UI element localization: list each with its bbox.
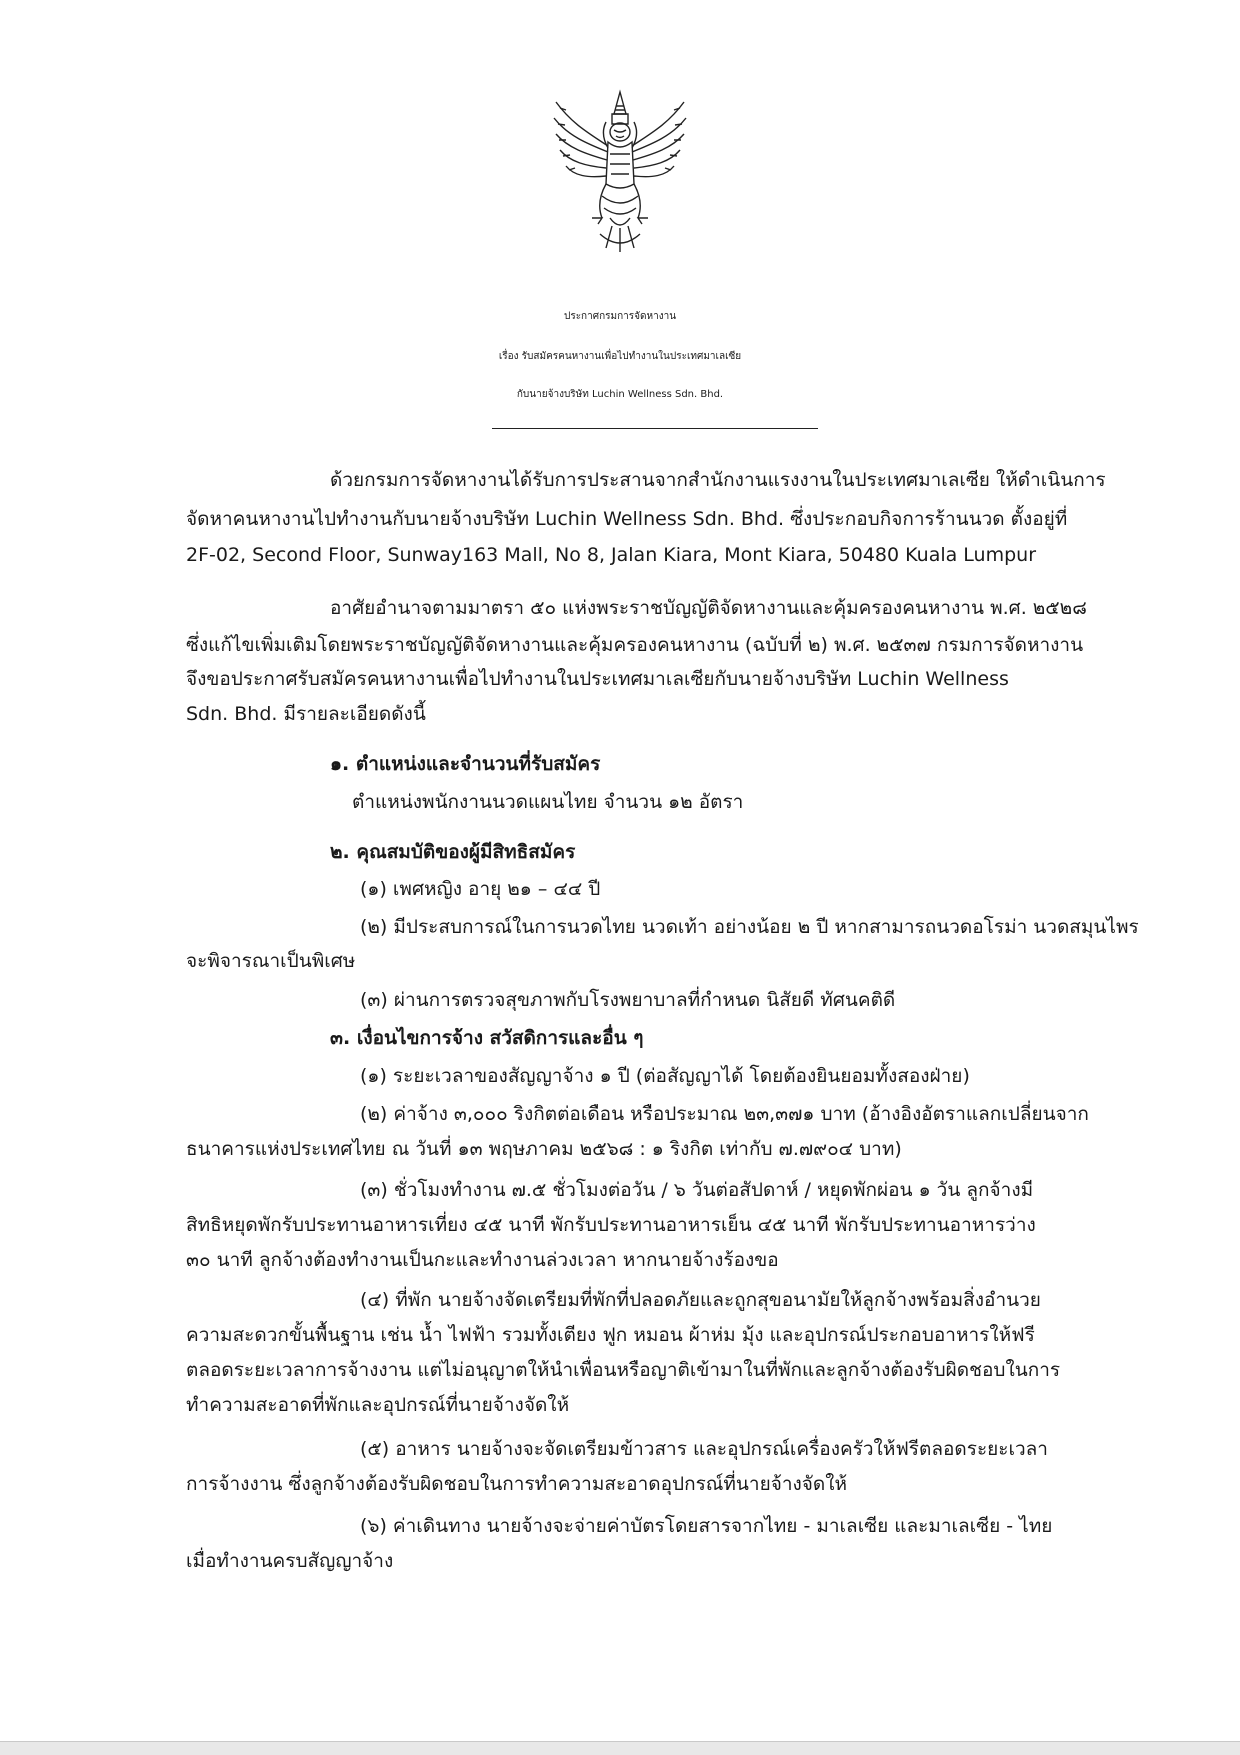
section-1-body: ตำแหน่งพนักงานนวดแผนไทย จำนวน ๑๒ อัตรา: [352, 791, 744, 813]
section-3-item: ธนาคารแห่งประเทศไทย ณ วันที่ ๑๓ พฤษภาคม ๒๕๖๘ : ๑ ริงกิต เท่ากับ ๗.๗๙๐๔ บาท): [186, 1138, 902, 1160]
section-3-item: การจ้างงาน ซึ่งลูกจ้างต้องรับผิดชอบในการทำความสะอาดอุปกรณ์ที่นายจ้างจัดให้: [186, 1473, 848, 1495]
authority-line: Sdn. Bhd. มีรายละเอียดดังนี้: [186, 703, 426, 725]
header-agency: ประกาศกรมการจัดหางาน: [563, 311, 677, 322]
authority-line: อาศัยอำนาจตามมาตรา ๕๐ แห่งพระราชบัญญัติจัดหางานและคุ้มครองคนหางาน พ.ศ. ๒๕๒๘: [330, 597, 1087, 619]
section-3-item: (๖) ค่าเดินทาง นายจ้างจะจ่ายค่าบัตรโดยสารจากไทย - มาเลเซีย และมาเลเซีย - ไทย: [360, 1515, 1053, 1537]
section-3-item: (๒) ค่าจ้าง ๓,๐๐๐ ริงกิตต่อเดือน หรือประมาณ ๒๓,๓๗๑ บาท (อ้างอิงอัตราแลกเปลี่ยนจาก: [360, 1103, 1089, 1125]
intro-line: จัดหาคนหางานไปทำงานกับนายจ้างบริษัท Luchin Wellness Sdn. Bhd. ซึ่งประกอบกิจการร้านนวด ตั้งอยู่ที่: [186, 508, 1068, 530]
scan-bottom-edge: [0, 1741, 1240, 1755]
section-3-item: (๓) ชั่วโมงทำงาน ๗.๕ ชั่วโมงต่อวัน / ๖ วันต่อสัปดาห์ / หยุดพักผ่อน ๑ วัน ลูกจ้างมี: [360, 1179, 1034, 1201]
section-3-item: ๓๐ นาที ลูกจ้างต้องทำงานเป็นกะและทำงานล่วงเวลา หากนายจ้างร้องขอ: [186, 1249, 779, 1271]
header-divider: [492, 428, 818, 429]
authority-line: จึงขอประกาศรับสมัครคนหางานเพื่อไปทำงานในประเทศมาเลเซียกับนายจ้างบริษัท Luchin Wellness: [186, 668, 1009, 690]
header-subject: เรื่อง รับสมัครคนหางานเพื่อไปทำงานในประเทศมาเลเซีย: [498, 351, 742, 362]
section-2-item: (๒) มีประสบการณ์ในการนวดไทย นวดเท้า อย่างน้อย ๒ ปี หากสามารถนวดอโรม่า นวดสมุนไพร: [360, 916, 1139, 938]
section-3-item: ตลอดระยะเวลาการจ้างงาน แต่ไม่อนุญาตให้นำเพื่อนหรือญาติเข้ามาในที่พักและลูกจ้างต้องรับผิดชอบในการ: [186, 1359, 1061, 1381]
header-employer: กับนายจ้างบริษัท Luchin Wellness Sdn. Bhd.: [516, 389, 724, 400]
garuda-emblem-icon: [550, 84, 690, 264]
section-2-item: (๑) เพศหญิง อายุ ๒๑ – ๔๔ ปี: [360, 878, 601, 900]
section-3-item: (๔) ที่พัก นายจ้างจัดเตรียมที่พักที่ปลอดภัยและถูกสุขอนามัยให้ลูกจ้างพร้อมสิ่งอำนวย: [360, 1289, 1041, 1311]
section-3-item: ความสะดวกขั้นพื้นฐาน เช่น น้ำ ไฟฟ้า รวมทั้งเตียง ฟูก หมอน ผ้าห่ม มุ้ง และอุปกรณ์ประกอบอาหารให้ฟรี: [186, 1324, 1035, 1346]
section-3-item: (๕) อาหาร นายจ้างจะจัดเตรียมข้าวสาร และอุปกรณ์เครื่องครัวให้ฟรีตลอดระยะเวลา: [360, 1438, 1048, 1460]
intro-line: ด้วยกรมการจัดหางานได้รับการประสานจากสำนักงานแรงงานในประเทศมาเลเซีย ให้ดำเนินการ: [330, 469, 1106, 491]
section-3-item: ทำความสะอาดที่พักและอุปกรณ์ที่นายจ้างจัดให้: [186, 1394, 570, 1416]
section-2-item: จะพิจารณาเป็นพิเศษ: [186, 950, 356, 972]
authority-line: ซึ่งแก้ไขเพิ่มเติมโดยพระราชบัญญัติจัดหางานและคุ้มครองคนหางาน (ฉบับที่ ๒) พ.ศ. ๒๕๓๗ กรมการจัดหางาน: [186, 634, 1084, 656]
section-3-item: (๑) ระยะเวลาของสัญญาจ้าง ๑ ปี (ต่อสัญญาได้ โดยต้องยินยอมทั้งสองฝ่าย): [360, 1065, 970, 1087]
section-3-item: เมื่อทำงานครบสัญญาจ้าง: [186, 1550, 394, 1572]
section-2-item: (๓) ผ่านการตรวจสุขภาพกับโรงพยาบาลที่กำหนด นิสัยดี ทัศนคติดี: [360, 989, 896, 1011]
section-1-heading: ๑. ตำแหน่งและจำนวนที่รับสมัคร: [330, 753, 601, 775]
section-2-heading: ๒. คุณสมบัติของผู้มีสิทธิสมัคร: [330, 841, 576, 863]
section-3-item: สิทธิหยุดพักรับประทานอาหารเที่ยง ๔๕ นาที พักรับประทานอาหารเย็น ๔๕ นาที พักรับประทานอาหารว่าง: [186, 1214, 1036, 1236]
intro-line: 2F-02, Second Floor, Sunway163 Mall, No 8, Jalan Kiara, Mont Kiara, 50480 Kuala Lumpur: [186, 544, 1037, 566]
section-3-heading: ๓. เงื่อนไขการจ้าง สวัสดิการและอื่น ๆ: [330, 1027, 644, 1049]
